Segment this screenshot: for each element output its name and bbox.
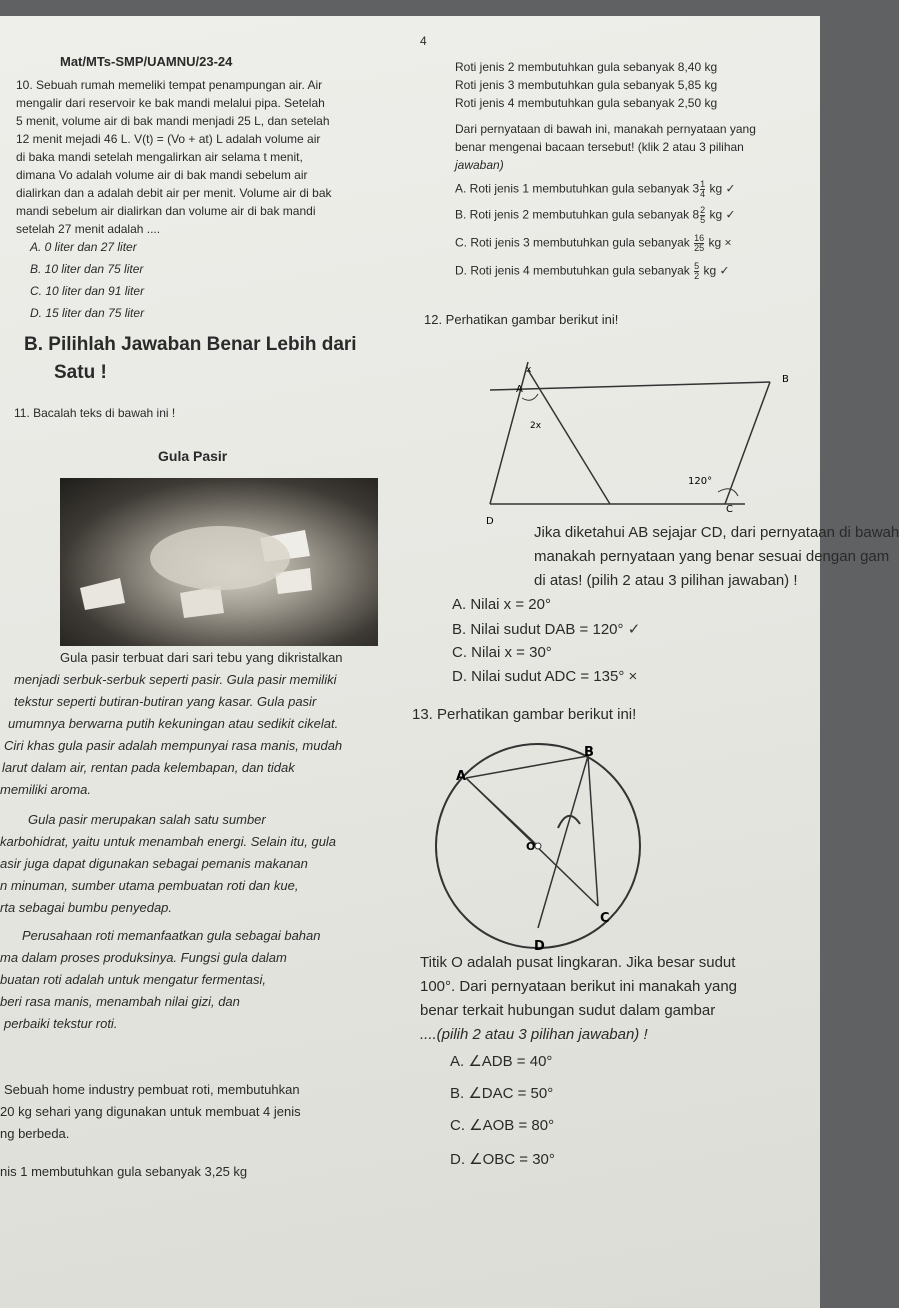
q11-text: Gula pasir terbuat dari sari tebu yang dikristalkan: [60, 650, 343, 665]
q11-text: umumnya berwarna putih kekuningan atau sedikit cikelat.: [8, 716, 339, 731]
q13-option-c[interactable]: C. ∠AOB = 80°: [450, 1117, 555, 1134]
q11-text: asir juga dapat digunakan sebagai pemanis makanan: [0, 856, 308, 871]
q11-text: Perusahaan roti memanfaatkan gula sebagai bahan: [22, 928, 321, 943]
q10-line: dimana Vo adalah volume air di bak mandi sebelum air: [16, 168, 308, 182]
q11-option-d[interactable]: D. Roti jenis 4 membutuhkan gula sebanyak $\frac{5}{2}$ kg ✓: [455, 261, 730, 281]
q11-text: memiliki aroma.: [0, 782, 92, 797]
q10-line: dialirkan dan a adalah debit air per menit. Volume air di bak: [16, 186, 332, 200]
header-code: Mat/MTs-SMP/UAMNU/23-24: [60, 54, 233, 69]
label-a: A: [456, 769, 467, 784]
q11-text: ma dalam proses produksinya. Fungsi gula dalam: [0, 950, 287, 965]
q11-text: nis 1 membutuhkan gula sebanyak 3,25 kg: [0, 1164, 248, 1179]
q11-text: ng berbeda.: [0, 1126, 70, 1141]
label-a: A: [516, 384, 523, 395]
q11-option-b[interactable]: B. Roti jenis 2 membutuhkan gula sebanyak 8 $\frac{2}{5}$ kg ✓: [455, 205, 736, 225]
q11-text: larut dalam air, rentan pada kelembapan, dan tidak: [2, 760, 295, 775]
q10-line: di baka mandi setelah mengalirkan air selama t menit,: [16, 150, 303, 164]
q11-option-c[interactable]: C. Roti jenis 3 membutuhkan gula sebanyak $\frac{16}{25}$ kg ×: [455, 233, 732, 253]
q13-option-d[interactable]: D. ∠OBC = 30°: [450, 1151, 555, 1168]
q11-text: perbaiki tekstur roti.: [4, 1016, 118, 1031]
check-mark-icon: ✓: [719, 263, 730, 278]
label-b: B: [584, 745, 594, 760]
q11-text: Ciri khas gula pasir adalah mempunyai rasa manis, mudah: [4, 738, 343, 753]
q12-line: di atas! (pilih 2 atau 3 pilihan jawaban) !: [534, 572, 798, 589]
q10-line: 12 menit mejadi 46 L. V(t) = (Vo + at) L adalah volume air: [16, 132, 321, 146]
q11-text: beri rasa manis, menambah nilai gizi, dan: [0, 994, 240, 1009]
q11-right-line: Roti jenis 2 membutuhkan gula sebanyak 8,40 kg: [455, 60, 718, 74]
page-number: 4: [420, 34, 427, 48]
fraction: $\frac{5}{2}$: [694, 261, 700, 281]
q11-text: Gula pasir merupakan salah satu sumber: [28, 812, 266, 827]
q11-text: 20 kg sehari yang digunakan untuk membuat 4 jenis: [0, 1104, 301, 1119]
q11-right-line: Roti jenis 4 membutuhkan gula sebanyak 2,50 kg: [455, 96, 718, 110]
q13-line: ....(pilih 2 atau 3 pilihan jawaban) !: [420, 1026, 648, 1043]
label-c: C: [726, 504, 733, 515]
label-o: O: [526, 840, 536, 853]
label-x: x: [526, 365, 532, 375]
q12-option-c[interactable]: C. Nilai x = 30°: [452, 644, 552, 661]
q13-prompt: 13. Perhatikan gambar berikut ini!: [412, 706, 637, 723]
q10-line: setelah 27 menit adalah ....: [16, 222, 161, 236]
section-b-heading: B. Pilihlah Jawaban Benar Lebih dari: [24, 334, 357, 355]
q11-text: Sebuah home industry pembuat roti, membutuhkan: [4, 1082, 300, 1097]
q12-option-b[interactable]: B. Nilai sudut DAB = 120° ✓: [452, 621, 641, 638]
q13-line: benar terkait hubungan sudut dalam gambar: [420, 1002, 716, 1019]
fraction: $\frac{16}{25}$: [694, 233, 705, 253]
q10-line: 5 menit, volume air di bak mandi menjadi 25 L, dan setelah: [16, 114, 330, 128]
q10-line: mengalir dari reservoir ke bak mandi melalui pipa. Setelah: [16, 96, 325, 110]
q11-right-line: Dari pernyataan di bawah ini, manakah pernyataan yang: [455, 122, 756, 136]
q10-option-a[interactable]: A. 0 liter dan 27 liter: [30, 240, 137, 254]
q11-text: karbohidrat, yaitu untuk menambah energi. Selain itu, gula: [0, 834, 337, 849]
label-c: C: [600, 911, 610, 926]
q13-option-a[interactable]: A. ∠ADB = 40°: [450, 1053, 553, 1070]
q12-line: Jika diketahui AB sejajar CD, dari pernyataan di bawah: [534, 524, 899, 541]
q10-option-b[interactable]: B. 10 liter dan 75 liter: [30, 262, 144, 276]
fraction: $\frac{2}{5}$: [700, 205, 706, 225]
fraction: $\frac{1}{4}$: [700, 179, 706, 199]
q12-prompt: 12. Perhatikan gambar berikut ini!: [424, 312, 619, 327]
q12-figure: [470, 334, 810, 527]
label-b: B: [782, 374, 789, 385]
label-d: D: [534, 939, 545, 954]
check-mark-icon: ✓: [627, 621, 641, 638]
q11-text: tekstur seperti butiran-butiran yang kasar. Gula pasir: [14, 694, 317, 709]
section-b-heading-cont: Satu !: [54, 362, 107, 383]
q11-photo-title: Gula Pasir: [158, 448, 228, 464]
q13-figure: [430, 728, 640, 958]
q10-option-d[interactable]: D. 15 liter dan 75 liter: [30, 306, 145, 320]
q13-line: 100°. Dari pernyataan berikut ini manakah yang: [420, 978, 738, 995]
label-2x: 2x: [530, 421, 542, 431]
q11-text: rta sebagai bumbu penyedap.: [0, 900, 173, 915]
q11-text: buatan roti adalah untuk mengatur fermentasi,: [0, 972, 266, 987]
check-mark-icon: ✓: [725, 181, 736, 196]
q11-right-line: benar mengenai bacaan tersebut! (klik 2 atau 3 pilihan: [455, 140, 744, 154]
q11-text: menjadi serbuk-serbuk seperti pasir. Gula pasir memiliki: [14, 672, 337, 687]
q12-option-a[interactable]: A. Nilai x = 20°: [452, 596, 551, 613]
check-mark-icon: ✓: [725, 207, 736, 222]
q13-option-b[interactable]: B. ∠DAC = 50°: [450, 1085, 554, 1102]
q11-option-a[interactable]: A. Roti jenis 1 membutuhkan gula sebanyak 3 $\frac{1}{4}$ kg ✓: [455, 179, 736, 199]
label-d: D: [486, 516, 494, 527]
q10-line: mandi sebelum air dialirkan dan volume air di bak mandi: [16, 204, 316, 218]
cross-mark-icon: ×: [724, 235, 732, 250]
q11-right-line: jawaban): [455, 158, 504, 172]
cross-mark-icon: ×: [628, 668, 638, 685]
sugar-photo: [60, 478, 378, 646]
q12-line: manakah pernyataan yang benar sesuai dengan gam: [534, 548, 890, 565]
label-120: 120°: [688, 476, 713, 487]
q13-line: Titik O adalah pusat lingkaran. Jika besar sudut: [420, 954, 736, 971]
q10-option-c[interactable]: C. 10 liter dan 91 liter: [30, 284, 145, 298]
q10-line: 10. Sebuah rumah memeliki tempat penampungan air. Air: [16, 78, 323, 92]
q11-right-line: Roti jenis 3 membutuhkan gula sebanyak 5,85 kg: [455, 78, 718, 92]
q11-text: n minuman, sumber utama pembuatan roti dan kue,: [0, 878, 299, 893]
q12-option-d[interactable]: D. Nilai sudut ADC = 135° ×: [452, 668, 638, 685]
worksheet-page: [0, 16, 899, 1308]
q11-intro: 11. Bacalah teks di bawah ini !: [14, 406, 176, 420]
